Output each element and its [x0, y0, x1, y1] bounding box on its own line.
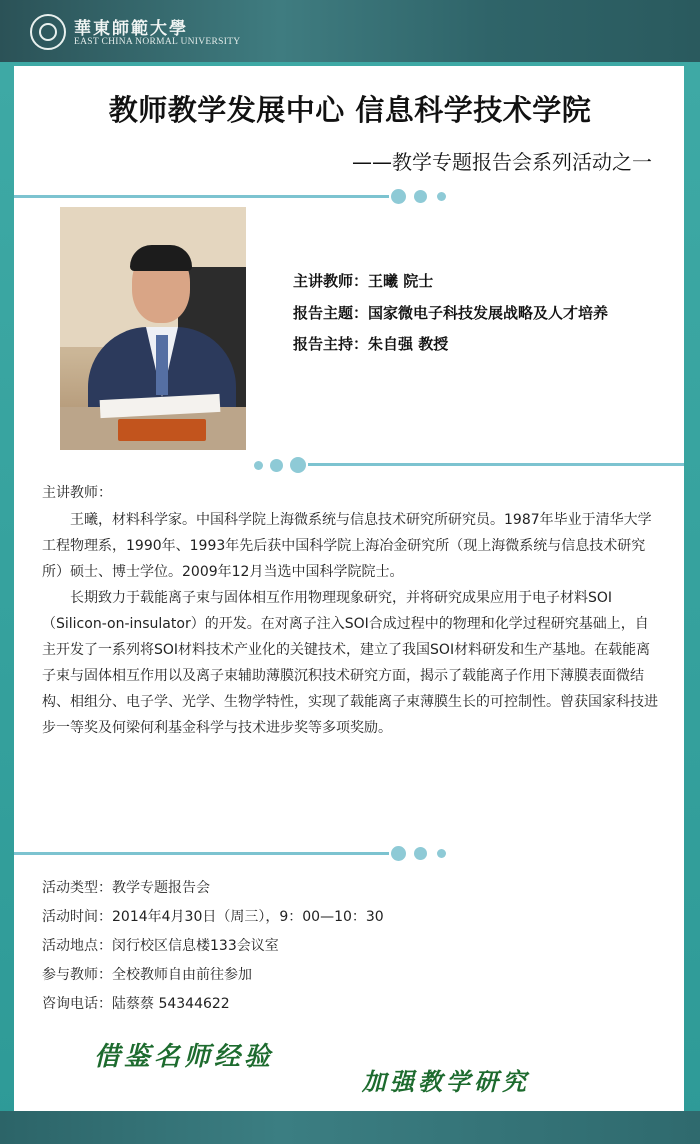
- divider-dot: [414, 847, 427, 860]
- divider-dot: [391, 189, 406, 204]
- university-seal-icon: [30, 14, 66, 50]
- divider-top: [14, 195, 389, 198]
- speaker-lecturer: 主讲教师：王曦 院士: [293, 272, 434, 290]
- activity-time: 活动时间：2014年4月30日（周三），9：00—10：30: [42, 909, 384, 925]
- divider-dot: [290, 457, 306, 473]
- divider-dot: [270, 459, 283, 472]
- bio-text: [42, 507, 658, 741]
- divider-dot: [254, 461, 263, 470]
- university-name-cn: 華東師範大學: [74, 19, 188, 39]
- activity-place: 活动地点：闵行校区信息楼133会议室: [42, 938, 279, 954]
- activity-participants: 参与教师：全校教师自由前往参加: [42, 967, 252, 983]
- activity-phone: 咨询电话：陆蔡蔡 54344622: [42, 996, 230, 1012]
- activity-type: 活动类型：教学专题报告会: [42, 880, 210, 896]
- header-band: [0, 0, 700, 62]
- slogan-left: 借鉴名师经验: [94, 1042, 275, 1072]
- divider-dot: [437, 192, 446, 201]
- speaker-topic: 报告主题：国家微电子科技发展战略及人才培养: [293, 304, 609, 322]
- divider-bottom: [14, 852, 389, 855]
- bio-heading: 主讲教师：: [42, 485, 112, 501]
- divider-dot: [414, 190, 427, 203]
- slogan-right: 加强教学研究: [362, 1067, 530, 1096]
- footer-band: [0, 1111, 700, 1144]
- university-name-en: EAST CHINA NORMAL UNIVERSITY: [74, 37, 241, 47]
- divider-dot: [437, 849, 446, 858]
- divider-middle: [308, 463, 684, 466]
- bio-paragraph-1: 王曦，材料科学家。中国科学院上海微系统与信息技术研究所研究员。1987年毕业于清华大学工程物理系，1990年、1993年先后获中国科学院上海冶金研究所（现上海微系统与信息技术研究所）硕士、博士学位。2009年12月当选中国科学院院士。: [42, 512, 652, 580]
- poster-title: 教师教学发展中心 信息科学技术学院: [108, 93, 592, 127]
- speaker-host: 报告主持：朱自强 教授: [293, 335, 449, 353]
- divider-dot: [391, 846, 406, 861]
- poster-subtitle: ——教学专题报告会系列活动之一: [352, 150, 652, 174]
- speaker-photo: [60, 207, 246, 450]
- bio-paragraph-2: 长期致力于载能离子束与固体相互作用物理现象研究，并将研究成果应用于电子材料SOI（Silicon-on-insulator）的开发。在对离子注入SOI合成过程中的物理和化学过程研究基础上，自主开发了一系列将SOI材料技术产业化的关键技术，建立了我国SOI材料研发和生产基地。在载能离子束与固体相互作用以及离子束辅助薄膜沉积技术研究方面，揭示了载能离子作用下薄膜表面微结构、相组分、电子学、光学、生物学特性，实现了载能离子束薄膜生长的可控制性。曾获国家科技进步一等奖及何梁何利基金科学与技术进步奖等多项奖励。: [42, 590, 658, 736]
